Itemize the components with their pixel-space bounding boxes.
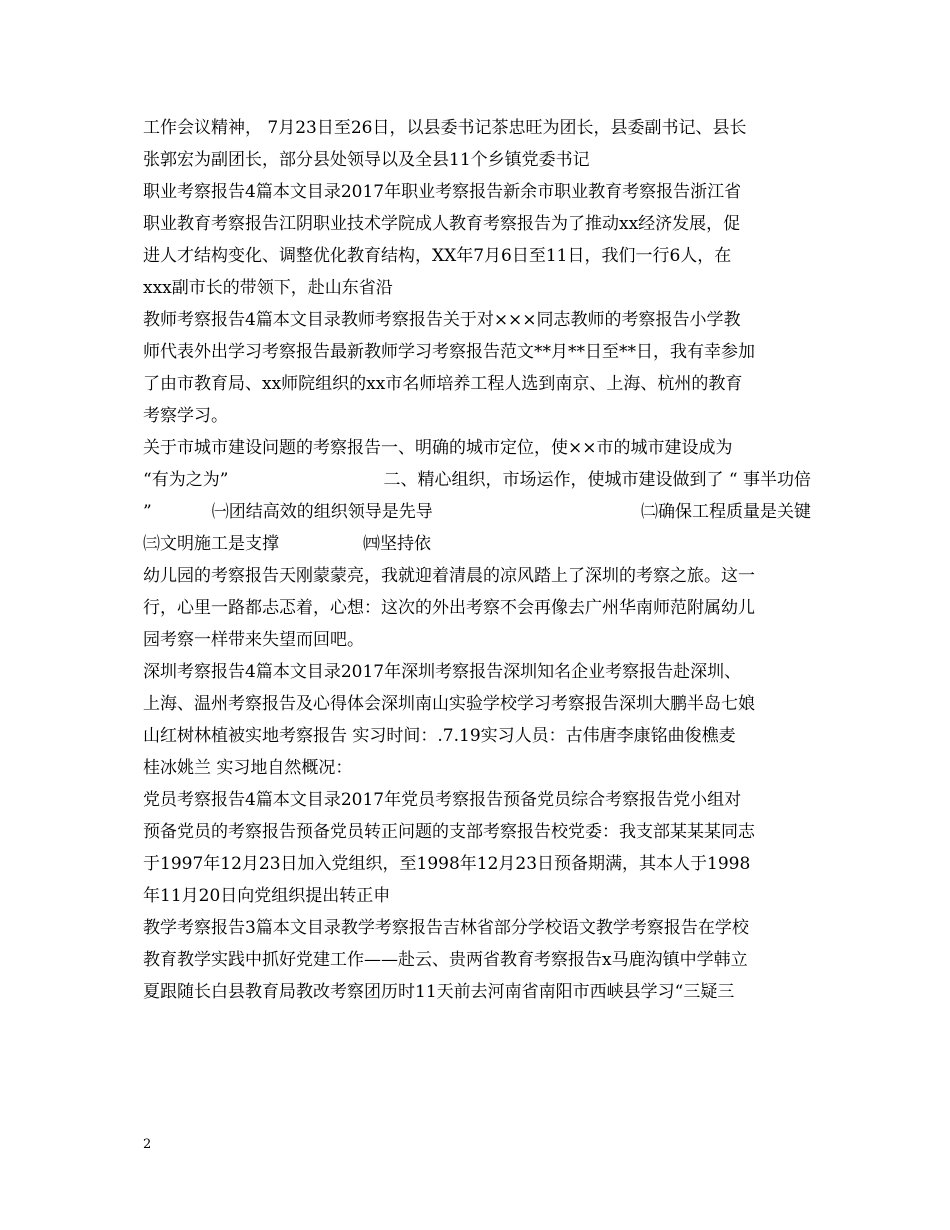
text-segment: ㈡确保工程质量是关键 xyxy=(641,502,811,522)
paragraph-vocational-report xyxy=(143,176,811,304)
text-line: 张郭宏为副团长，部分县处领导以及全县11个乡镇党委书记 xyxy=(143,150,590,170)
text-line: 行，心里一路都忐忑着，心想：这次的外出考察不会再像去广州华南师范附属幼儿 xyxy=(143,598,755,618)
paragraph-city-construction xyxy=(143,432,811,560)
text-line: 职业考察报告4篇本文目录2017年职业考察报告新余市职业教育考察报告浙江省 xyxy=(143,182,742,202)
paragraph-party-member-report xyxy=(143,784,811,912)
text-line: 预备党员的考察报告预备党员转正问题的支部考察报告校党委：我支部某某某同志 xyxy=(143,822,755,842)
paragraph-teacher-report xyxy=(143,304,811,432)
text-line: 工作会议精神， 7月23日至26日，以县委书记茶忠旺为团长，县委副书记、县长 xyxy=(143,118,747,138)
text-segment: ㈢文明施工是支撑 xyxy=(143,534,279,554)
text-line xyxy=(143,528,811,560)
text-segment: ㈣坚持依 xyxy=(363,534,431,554)
text-line: 于1997年12月23日加入党组织，至1998年12月23日预备期满，其本人于1998 xyxy=(143,854,751,874)
paragraph-work-meeting xyxy=(143,112,811,176)
text-line: 夏跟随长白县教育局教改考察团历时11天前去河南省南阳市西峡县学习“三疑三 xyxy=(143,982,735,1002)
text-line: 教育教学实践中抓好党建工作——赴云、贵两省教育考察报告x马鹿沟镇中学韩立 xyxy=(143,950,748,970)
document-body xyxy=(143,112,811,1008)
text-line: 园考察一样带来失望而回吧。 xyxy=(143,630,364,650)
text-line: 桂冰姚兰 实习地自然概况： xyxy=(143,758,353,778)
text-line: 党员考察报告4篇本文目录2017年党员考察报告预备党员综合考察报告党小组对 xyxy=(143,790,742,810)
paragraph-teaching-report xyxy=(143,912,811,1008)
text-segment: 二、精心组织，市场运作，使城市建设做到了 “ 事半功倍 xyxy=(383,470,811,490)
text-line: 幼儿园的考察报告天刚蒙蒙亮，我就迎着清晨的凉风踏上了深圳的考察之旅。这一 xyxy=(143,566,755,586)
paragraph-shenzhen-report xyxy=(143,656,811,784)
text-line: 师代表外出学习考察报告最新教师学习考察报告范文**月**日至**日，我有幸参加 xyxy=(143,342,755,362)
text-segment: ㈠团结高效的组织领导是先导 xyxy=(211,502,433,522)
text-line: 深圳考察报告4篇本文目录2017年深圳考察报告深圳知名企业考察报告赴深圳、 xyxy=(143,662,742,682)
text-line: 关于市城市建设问题的考察报告一、明确的城市定位，使××市的城市建设成为 xyxy=(143,438,733,458)
text-line: 职业教育考察报告江阴职业技术学院成人教育考察报告为了推动xx经济发展，促 xyxy=(143,214,741,234)
paragraph-kindergarten-report xyxy=(143,560,811,656)
text-line: 上海、温州考察报告及心得体会深圳南山实验学校学习考察报告深圳大鹏半岛七娘 xyxy=(143,694,755,714)
text-line: 教师考察报告4篇本文目录教师考察报告关于对×××同志教师的考察报告小学教 xyxy=(143,310,741,330)
text-line: 进人才结构变化、调整优化教育结构，XX年7月6日至11日，我们一行6人，在 xyxy=(143,246,732,266)
text-line: xxx副市长的带领下，赴山东省沿 xyxy=(143,278,393,298)
text-segment: ” xyxy=(143,502,152,522)
text-line: 年11月20日向党组织提出转正申 xyxy=(143,886,391,906)
page-number: 2 xyxy=(143,1137,152,1152)
text-line xyxy=(143,464,811,496)
text-line: 山红树林植被实地考察报告 实习时间：.7.19实习人员：古伟唐李康铭曲俊樵麦 xyxy=(143,726,736,746)
text-line: 考察学习。 xyxy=(143,406,228,426)
text-segment: “有为之为” xyxy=(143,470,229,490)
text-line: 教学考察报告3篇本文目录教学考察报告吉林省部分学校语文教学考察报告在学校 xyxy=(143,918,749,938)
text-line: 了由市教育局、xx师院组织的xx市名师培养工程人选到南京、上海、杭州的教育 xyxy=(143,374,743,394)
text-line xyxy=(143,496,811,528)
